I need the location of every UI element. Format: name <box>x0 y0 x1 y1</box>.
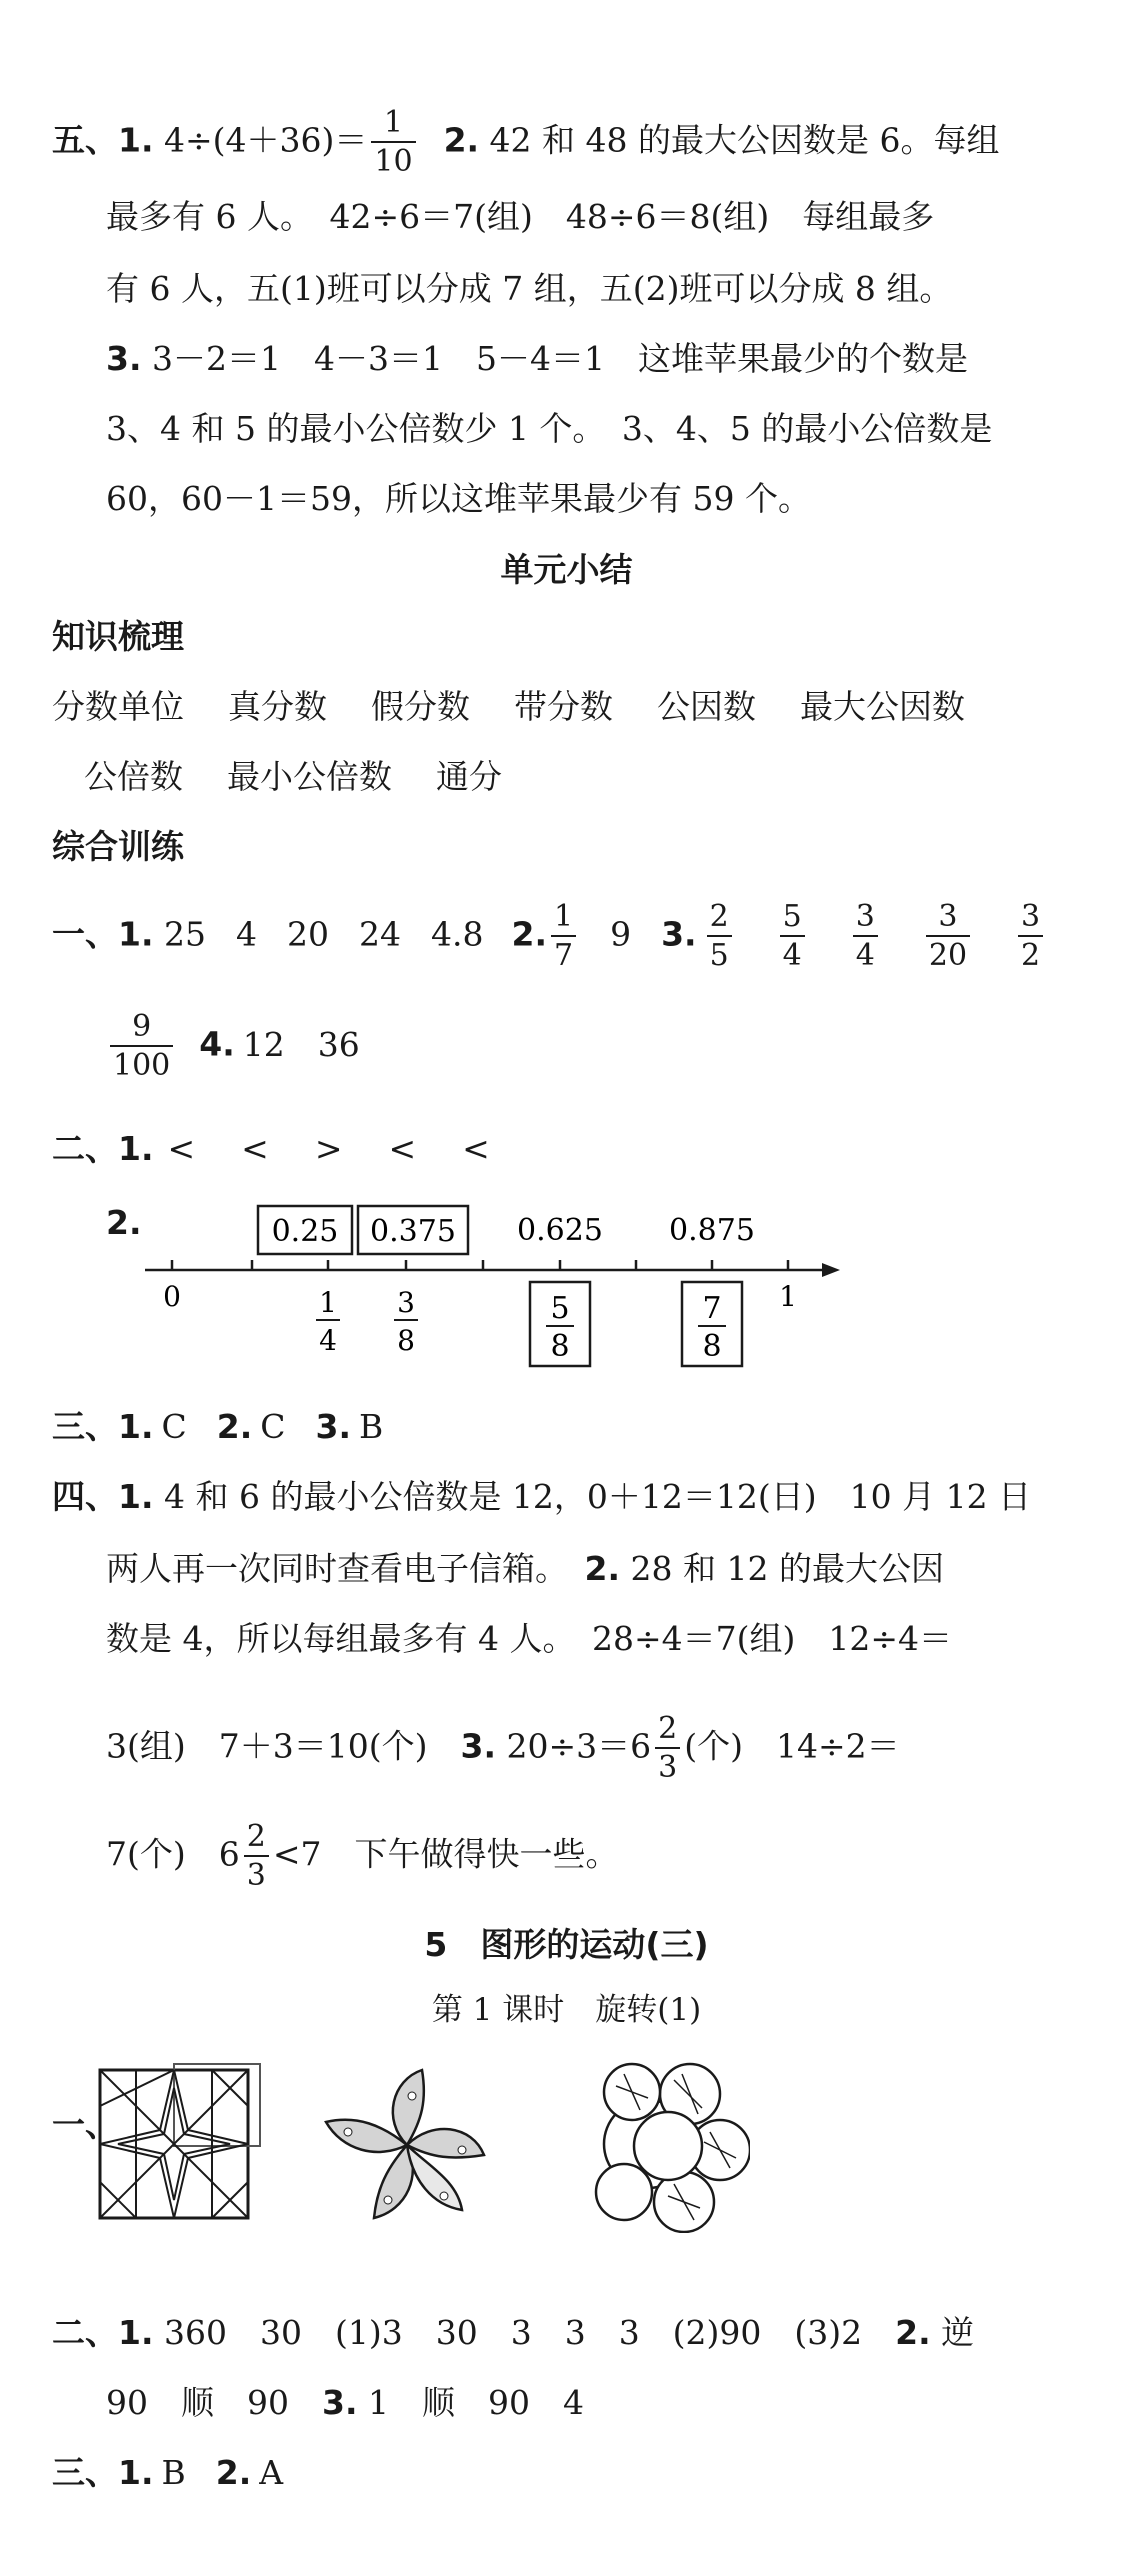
fraction: $\frac{2}{3}$ <box>244 1820 269 1893</box>
fraction: $\frac{9}{100}$ <box>110 1010 173 1083</box>
lesson-subtitle: 第 1 课时 旋转(1) <box>431 1992 702 2028</box>
s5-q3-line: 三、1. B 2. A <box>52 2453 284 2492</box>
tick-marks <box>172 1260 788 1270</box>
label-zero: 0 <box>163 1280 181 1313</box>
svg-text:5: 5 <box>550 1291 570 1326</box>
value-0-875: 0.875 <box>669 1213 755 1248</box>
terms-row-2: 公倍数 最小公倍数 通分 <box>84 757 502 796</box>
svg-text:7: 7 <box>702 1291 722 1326</box>
frac-3-8-den: 8 <box>397 1324 415 1357</box>
q5-line-1: 五、1. 4÷(4＋36)＝ $\frac{1}{10}$ 2. 42 和 48 的最大公因数是 6。每组 <box>52 105 1000 179</box>
q3-line: 三、1. C 2. C 3. B <box>52 1407 384 1446</box>
fraction: $\frac{2}{5}$ <box>707 900 732 973</box>
s5-q1-label: 一、 <box>52 2105 118 2144</box>
svg-text:8: 8 <box>550 1329 570 1364</box>
knowledge-title: 知识梳理 <box>52 617 184 656</box>
star-square-figure <box>96 2060 268 2225</box>
q4-line-2: 两人再一次同时查看电子信箱。 2. 28 和 12 的最大公因 <box>106 1549 944 1588</box>
frac-3-8-num: 3 <box>397 1286 415 1319</box>
q4-line-5: 7(个) 6 $\frac{2}{3}$ <7 下午做得快一些。 <box>106 1819 619 1893</box>
fraction: $\frac{3}{4}$ <box>853 900 878 973</box>
fraction: $\frac{3}{20}$ <box>926 900 970 973</box>
q5-label: 五、1. <box>52 120 154 160</box>
q5-line-5: 3、4 和 5 的最小公倍数少 1 个。 3、4、5 的最小公倍数是 <box>106 409 993 448</box>
q5-line-4: 3. 3－2＝1 4－3＝1 5－4＝1 这堆苹果最少的个数是 <box>106 339 968 378</box>
value-0-25: 0.25 <box>271 1214 339 1249</box>
q5-line-2: 最多有 6 人。 42÷6＝7(组) 48÷6＝8(组) 每组最多 <box>106 197 935 236</box>
training-title: 综合训练 <box>52 827 184 866</box>
s5-q2-line-1: 二、1. 360 30 (1)3 30 3 3 3 (2)90 (3)2 2. 逆 <box>52 2313 975 2352</box>
q1-line-1: 一、1. 25 4 20 24 4.8 2. $\frac{1}{7}$ 9 3. $\frac{2}{5}$ $\frac{5}{4}$ $\frac{3}{4}$ $\frac{3}{20}$ $\frac{3}{2}$ <box>52 900 1047 973</box>
q1-line-2: $\frac{9}{100}$ 4. 12 36 <box>106 1010 360 1083</box>
q5-line-6: 60，60－1＝59，所以这堆苹果最少有 59 个。 <box>106 479 811 518</box>
value-0-625: 0.625 <box>517 1213 603 1248</box>
q4-line-3: 数是 4，所以每组最多有 4 人。 28÷4＝7(组) 12÷4＝ <box>106 1619 952 1658</box>
q5-line-3: 有 6 人，五(1)班可以分成 7 组，五(2)班可以分成 8 组。 <box>106 269 953 308</box>
fraction: $\frac{3}{2}$ <box>1018 900 1043 973</box>
q2-line-1: 二、1. < < > < < <box>52 1129 490 1168</box>
terms-row-1: 分数单位 真分数 假分数 带分数 公因数 最大公因数 <box>52 687 965 726</box>
q4-line-4: 3(组) 7＋3＝10(个) 3. 20÷3＝6 $\frac{2}{3}$ (个) 14÷2＝ <box>106 1711 900 1785</box>
svg-text:8: 8 <box>702 1329 722 1364</box>
frac-1-4-num: 1 <box>319 1286 337 1319</box>
q2-2-label: 2. <box>106 1203 142 1242</box>
number-line-diagram <box>0 1190 1133 1400</box>
q4-line-1: 四、1. 4 和 6 的最小公倍数是 12，0＋12＝12(日) 10 月 12 日 <box>52 1477 1032 1516</box>
fraction: $\frac{5}{4}$ <box>780 900 805 973</box>
fraction: $\frac{1}{7}$ <box>551 900 576 973</box>
s5-q2-line-2: 90 顺 90 3. 1 顺 90 4 <box>106 2383 584 2422</box>
section-title: 5 图形的运动(三) <box>424 1925 709 1964</box>
frac-1-4-den: 4 <box>319 1324 337 1357</box>
label-one: 1 <box>779 1280 797 1313</box>
pinwheel-flower-figure <box>312 2060 502 2230</box>
circle-flower-figure <box>570 2058 750 2233</box>
fraction: $\frac{1}{10}$ <box>371 106 415 179</box>
fraction: $\frac{2}{3}$ <box>655 1712 680 1785</box>
value-0-375: 0.375 <box>370 1214 456 1249</box>
arrow-head-icon <box>822 1263 840 1277</box>
unit-summary-title: 单元小结 <box>500 550 633 589</box>
